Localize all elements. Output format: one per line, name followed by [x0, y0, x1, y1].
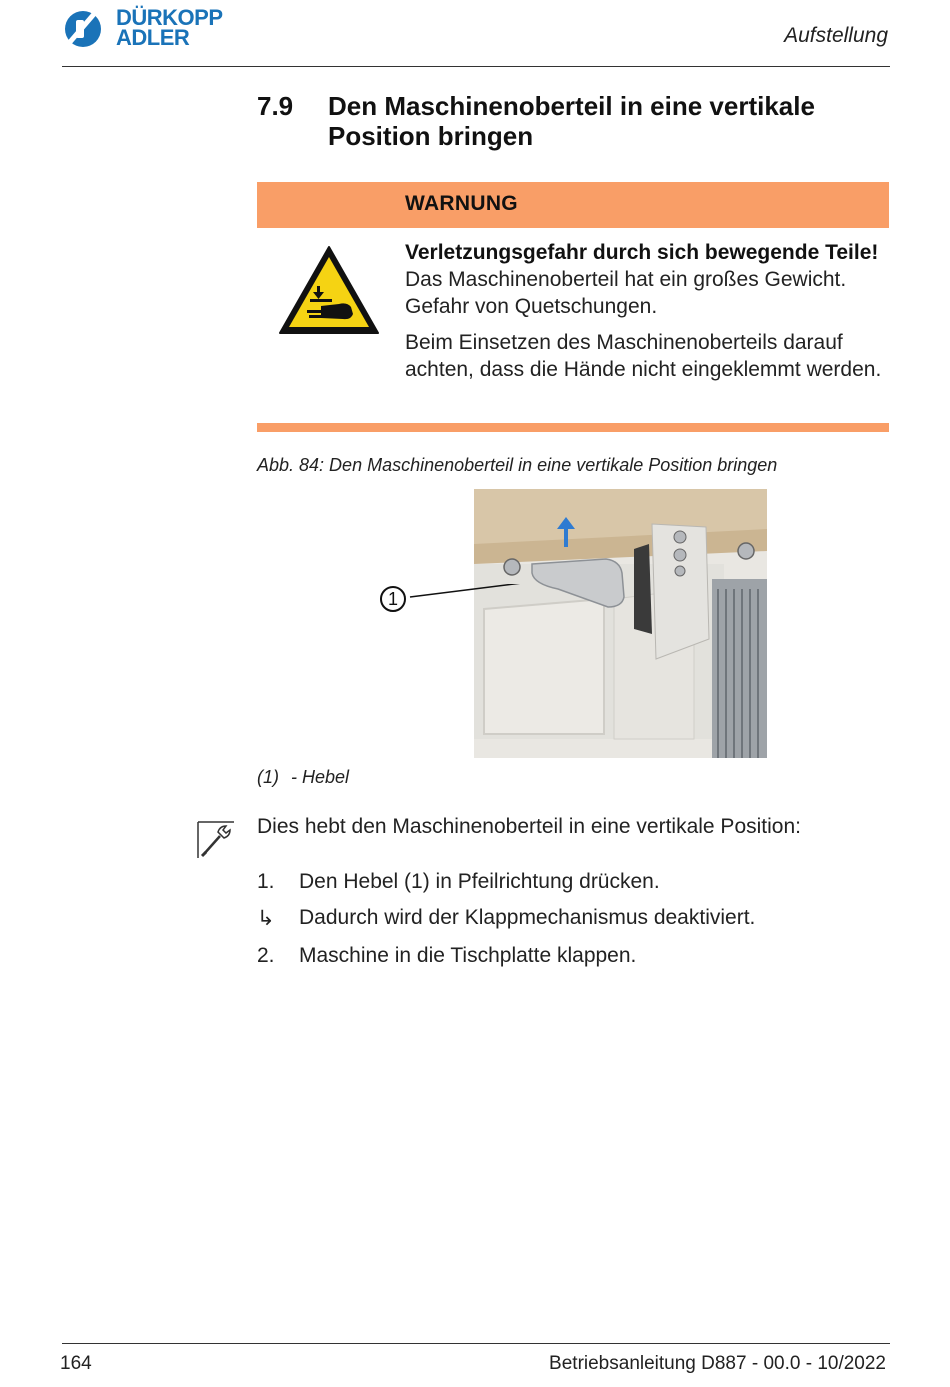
- step-text: Den Hebel (1) in Pfeilrichtung drücken.: [299, 870, 660, 893]
- page-number: 164: [60, 1353, 92, 1374]
- hand-crush-warning-icon: [277, 244, 381, 336]
- document-reference: Betriebsanleitung D887 - 00.0 - 10/2022: [549, 1353, 886, 1374]
- legend-number: (1): [257, 767, 279, 787]
- header-divider: [62, 66, 890, 67]
- figure-caption: Abb. 84: Den Maschinenoberteil in eine vertikale Position bringen: [257, 455, 778, 475]
- section-name: Aufstellung: [784, 24, 888, 47]
- chapter-title: Den Maschinenoberteil in eine vertikale Position bringen: [328, 91, 815, 151]
- warning-text-2: Beim Einsetzen des Maschinenoberteils darauf achten, dass die Hände nicht eingeklemmt werden.: [405, 331, 882, 381]
- figure-legend: [257, 767, 349, 788]
- step-marker: 2.: [257, 944, 275, 967]
- wrench-icon: [196, 820, 236, 860]
- instruction-intro: Dies hebt den Maschinenoberteil in eine vertikale Position:: [257, 815, 801, 838]
- warning-body: [405, 239, 889, 383]
- warning-footer-bar: [257, 423, 889, 432]
- warning-label: WARNUNG: [405, 192, 518, 215]
- result-arrow-icon: ↳: [257, 907, 275, 930]
- footer-divider: [62, 1343, 890, 1344]
- step-text: Maschine in die Tischplatte klappen.: [299, 944, 637, 967]
- brand-name: DÜRKOPP ADLER: [116, 5, 223, 50]
- callout-marker-1: 1: [380, 586, 406, 612]
- warning-headline: Verletzungsgefahr durch sich bewegende Teile!: [405, 241, 879, 264]
- warning-header-bar: [257, 182, 889, 228]
- legend-text: - Hebel: [291, 767, 350, 787]
- warning-text-1: Das Maschinenoberteil hat ein großes Gewicht. Gefahr von Quetschungen.: [405, 268, 847, 318]
- step-text: Dadurch wird der Klappmechanismus deaktiviert.: [299, 906, 756, 929]
- step-marker: 1.: [257, 870, 275, 893]
- chapter-number: 7.9: [257, 91, 294, 121]
